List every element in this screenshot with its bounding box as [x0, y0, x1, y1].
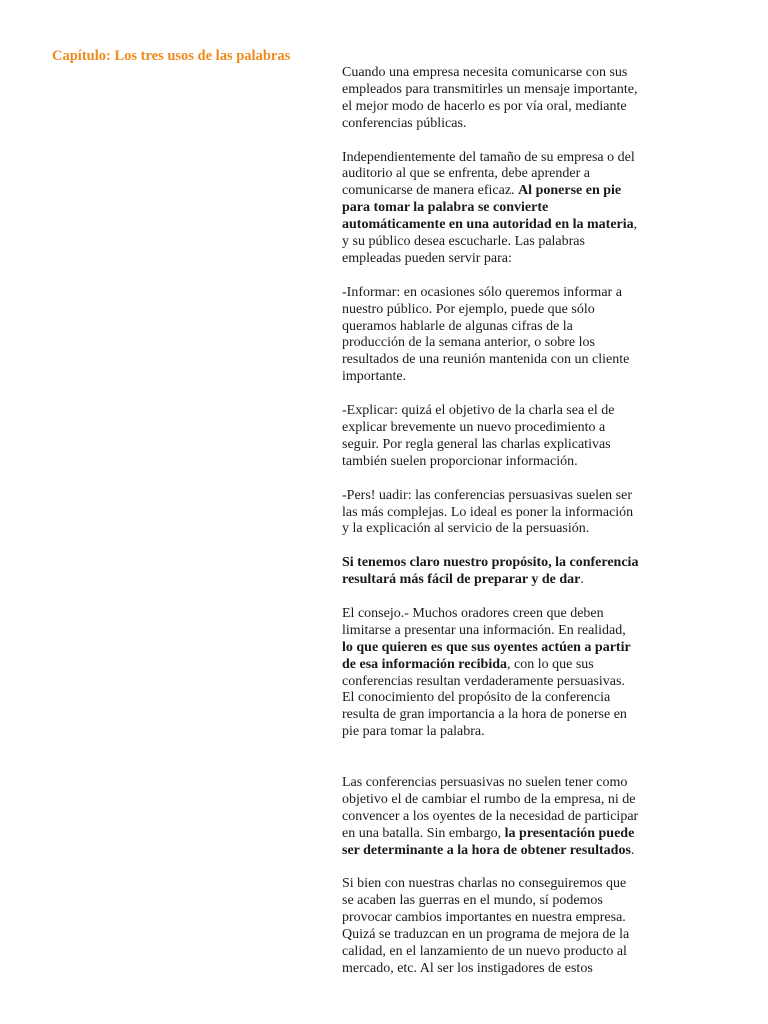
text-run: El conocimiento del propósito de la conferencia	[342, 690, 611, 706]
text-line	[342, 505, 682, 522]
text-run: , con lo que sus	[507, 656, 594, 672]
paragraph	[342, 876, 682, 977]
bold-text-run: ser determinante a la hora de obtener resultados	[342, 842, 631, 858]
text-line	[342, 843, 682, 860]
text-line	[342, 657, 682, 674]
text-line	[342, 285, 682, 302]
text-line	[342, 606, 682, 623]
text-run: queramos hablarle de algunas cifras de la	[342, 318, 573, 334]
text-run: -Explicar: quizá el objetivo de la charla sea el de	[342, 403, 615, 419]
text-line	[342, 961, 682, 978]
text-line	[342, 876, 682, 893]
text-run: Quizá se traduzcan en un programa de mejora de la	[342, 927, 630, 943]
text-line	[342, 792, 682, 809]
bold-text-run: Al ponerse en pie	[518, 183, 622, 199]
text-line	[342, 217, 682, 234]
text-line	[342, 420, 682, 437]
text-run: conferencias resultan verdaderamente persuasivas.	[342, 673, 625, 689]
bold-text-run: automáticamente en una autoridad en la materia	[342, 217, 634, 233]
text-run: el mejor modo de hacerlo es por vía oral, mediante	[342, 98, 627, 114]
text-line	[342, 775, 682, 792]
text-line	[342, 99, 682, 116]
text-run: conferencias públicas.	[342, 115, 467, 131]
bold-text-run: la presentación puede	[504, 825, 635, 841]
text-line	[342, 809, 682, 826]
text-run: objetivo el de cambiar el rumbo de la empresa, ni de	[342, 791, 636, 807]
text-run: se acaben las guerras en el mundo, sí podemos	[342, 893, 603, 909]
text-run: también suelen proporcionar información.	[342, 453, 578, 469]
text-run: resultados de una reunión mantenida con un cliente	[342, 352, 630, 368]
text-line	[342, 335, 682, 352]
text-run: explicar brevemente un nuevo procedimiento a	[342, 419, 606, 435]
paragraph	[342, 555, 682, 589]
text-run: seguir. Por regla general las charlas explicativas	[342, 436, 611, 452]
text-line	[342, 183, 682, 200]
text-run: importante.	[342, 369, 407, 385]
paragraph	[342, 65, 682, 133]
bold-text-run: resultará más fácil de preparar y de dar	[342, 572, 581, 588]
text-run: pie para tomar la palabra.	[342, 724, 485, 740]
text-run: Las conferencias persuasivas no suelen tener como	[342, 774, 628, 790]
text-line	[342, 893, 682, 910]
text-line	[342, 910, 682, 927]
text-line	[342, 403, 682, 420]
text-line	[342, 437, 682, 454]
text-line	[342, 927, 682, 944]
text-line	[342, 674, 682, 691]
text-run: calidad, en el lanzamiento de un nuevo producto al	[342, 944, 627, 959]
text-run: comunicarse de manera eficaz.	[342, 183, 519, 199]
text-line	[342, 200, 682, 217]
text-run: auditorio al que se enfrenta, debe aprender a	[342, 166, 590, 182]
text-line	[342, 454, 682, 471]
text-line	[342, 572, 682, 589]
text-run: -Informar: en ocasiones sólo queremos informar a	[342, 284, 622, 300]
text-run: mercado, etc. Al ser los instigadores de estos	[342, 960, 593, 976]
text-run: convencer a los oyentes de la necesidad de participar	[342, 808, 639, 824]
text-line	[342, 707, 682, 724]
text-run: Independientemente del tamaño de su empresa o del	[342, 149, 635, 165]
text-line	[342, 488, 682, 505]
paragraph	[342, 403, 682, 471]
text-line	[342, 944, 682, 961]
text-run: limitarse a presentar una información. En realidad,	[342, 622, 626, 638]
text-line	[342, 369, 682, 386]
text-line	[342, 555, 682, 572]
bold-text-run: lo que quieren es que sus oyentes actúen a partir	[342, 639, 631, 655]
text-run: producción de la semana anterior, o sobre los	[342, 335, 595, 351]
text-run: y su público desea escucharle. Las palabras	[342, 234, 585, 250]
text-run: las más complejas. Lo ideal es poner la información	[342, 504, 634, 520]
text-line	[342, 623, 682, 640]
body-text-column	[342, 65, 682, 995]
text-line	[342, 302, 682, 319]
text-run: -Pers! uadir: las conferencias persuasivas suelen ser	[342, 487, 633, 503]
chapter-title: Capítulo: Los tres usos de las palabras	[52, 48, 291, 64]
bold-text-run: de esa información recibida	[342, 656, 508, 672]
paragraph	[342, 606, 682, 741]
text-line	[342, 150, 682, 167]
text-line	[342, 521, 682, 538]
text-line	[342, 116, 682, 133]
text-line	[342, 690, 682, 707]
text-line	[342, 82, 682, 99]
text-run: Cuando una empresa necesita comunicarse con sus	[342, 65, 628, 80]
text-run: empleadas pueden servir para:	[342, 250, 512, 266]
paragraph	[342, 775, 682, 860]
paragraph	[342, 285, 682, 386]
text-run: resulta de gran importancia a la hora de ponerse en	[342, 707, 627, 723]
bold-text-run: para tomar la palabra se convierte	[342, 200, 549, 216]
text-line	[342, 640, 682, 657]
bold-text-run: Si tenemos claro nuestro propósito, la conferencia	[342, 555, 639, 571]
text-run: nuestro público. Por ejemplo, puede que sólo	[342, 301, 595, 317]
text-run: ,	[633, 217, 638, 233]
text-line	[342, 166, 682, 183]
paragraph	[342, 488, 682, 539]
text-line	[342, 826, 682, 843]
text-run: provocar cambios importantes en nuestra empresa.	[342, 910, 626, 926]
text-run: El consejo.- Muchos oradores creen que deben	[342, 605, 604, 621]
paragraph	[342, 150, 682, 268]
text-line	[342, 234, 682, 251]
text-line	[342, 65, 682, 82]
text-line	[342, 319, 682, 336]
text-run: y la explicación al servicio de la persuasión.	[342, 521, 590, 537]
text-line	[342, 352, 682, 369]
text-run: en una batalla. Sin embargo,	[342, 825, 505, 841]
text-run: .	[630, 842, 635, 858]
text-line	[342, 724, 682, 741]
text-line	[342, 251, 682, 268]
text-run: Si bien con nuestras charlas no conseguiremos que	[342, 876, 627, 892]
text-run: empleados para transmitirles un mensaje importante,	[342, 81, 638, 97]
text-run: .	[580, 572, 584, 588]
